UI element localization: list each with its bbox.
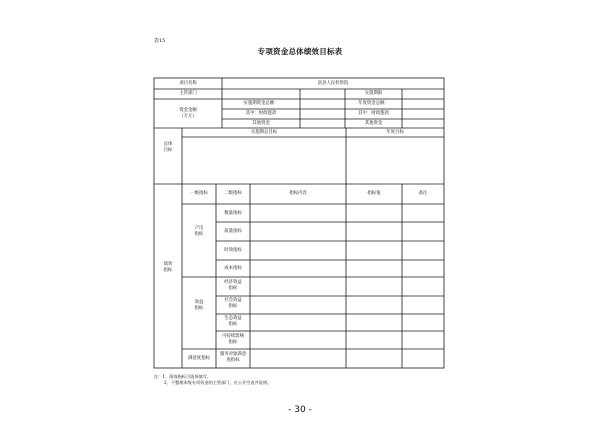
document-title: 专项资金总体绩效目标表 [257, 47, 343, 56]
footnote-line: 2、不整理本级专项资金的主管部门，应公开空表并说明。 [164, 380, 272, 385]
annual-total-label: 年度资金总额： [358, 101, 389, 106]
output-indicator-label: 产出指标 [194, 226, 204, 237]
satisfaction-indicator-label: 满意度指标 [188, 356, 210, 361]
impl-total-label: 实施期资金总额： [243, 101, 279, 106]
fund-amount-label: 资金金额 （万元） [179, 108, 197, 119]
satisfaction-item: 服务对象满意度指标 [219, 352, 247, 363]
other-funds-label: 其他资金 [252, 121, 270, 126]
impl-goal-header: 实施期总目标 [250, 130, 278, 135]
fiscal-grant-label: 其中：财政拨款 [245, 111, 277, 116]
benefit-item: 社会效益指标 [224, 298, 242, 309]
output-item: 时效指标 [224, 248, 242, 253]
benefit-item: 生态效益指标 [224, 316, 242, 327]
page-number: - 30 - [288, 405, 312, 415]
performance-indicator-label: 绩效指标 [163, 262, 173, 273]
benefit-item: 可持续影响指标 [222, 334, 244, 345]
impl-period-label: 实施期限 [364, 91, 383, 96]
output-item: 质量指标 [224, 229, 242, 234]
project-name-label: 项目名称 [179, 81, 197, 86]
output-item: 数量指标 [224, 211, 242, 216]
output-item: 成本指标 [224, 266, 242, 271]
col-content-header: 指标内容 [289, 191, 307, 196]
dept-label: 主管部门 [179, 91, 197, 96]
table-number-tag: 表15 [154, 38, 166, 44]
col-level2-header: 二级指标 [224, 191, 242, 196]
project-name-value: 富县人民检察院 [317, 81, 349, 86]
benefit-item: 经济效益指标 [224, 280, 242, 291]
col-level1-header: 一级指标 [190, 191, 208, 196]
overall-goal-label: 总体目标 [163, 142, 173, 153]
footnote-line: 注：1、绩效指标可选择填写。 [154, 374, 212, 379]
footnotes [154, 374, 271, 386]
annual-goal-header: 年度目标 [386, 130, 404, 135]
col-value-header: 指标值 [367, 191, 381, 196]
fiscal-grant-label-annual: 其中：财政拨款 [358, 111, 389, 116]
benefit-indicator-label: 效益指标 [194, 300, 204, 311]
col-note-header: 备注 [418, 191, 428, 196]
other-funds-label-annual: 其他资金 [364, 121, 383, 126]
